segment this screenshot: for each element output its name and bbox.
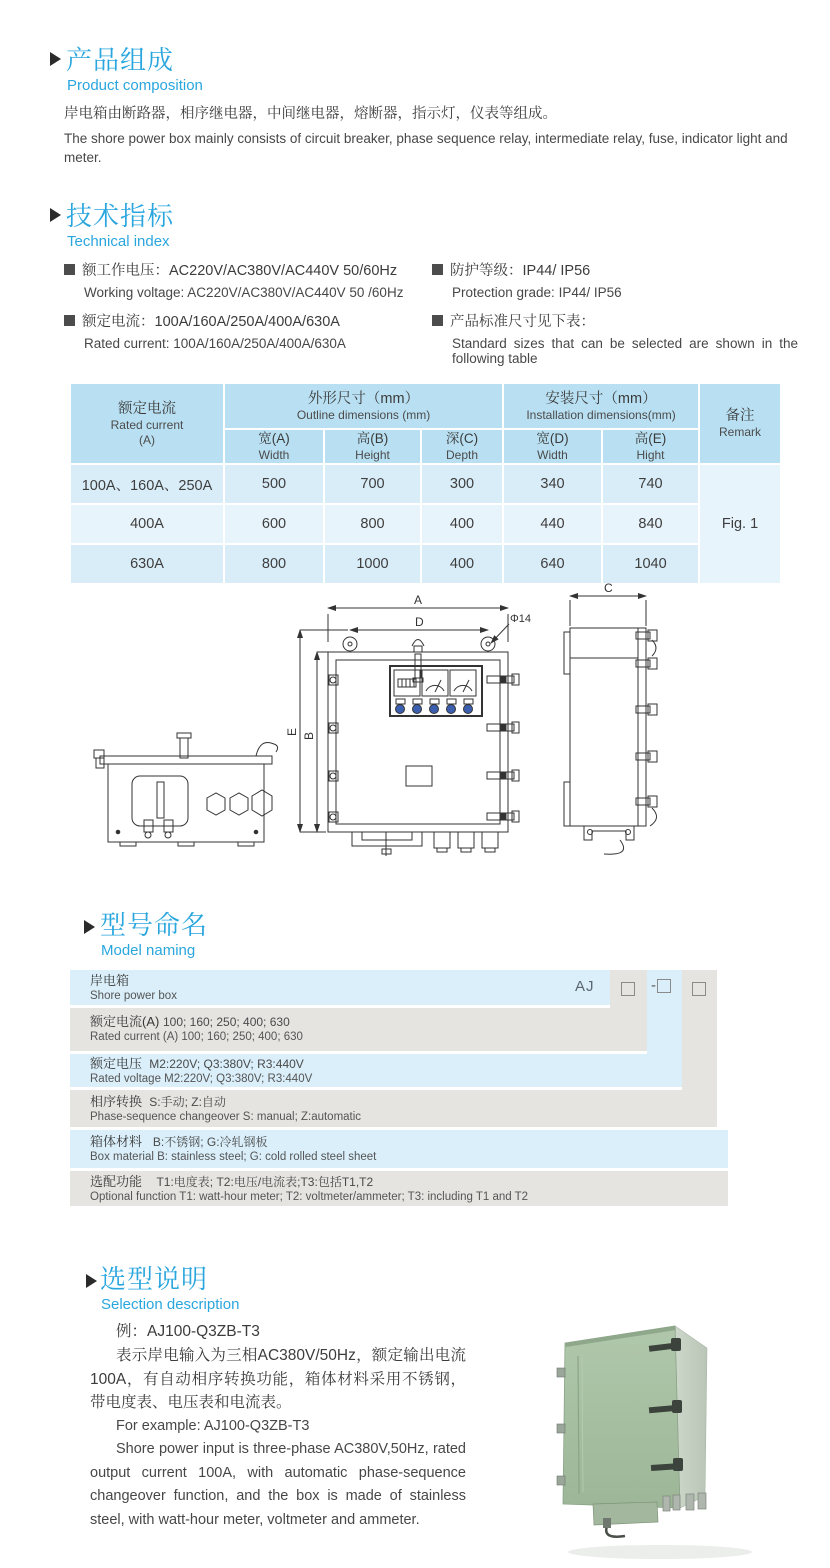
spec-standard-sizes-cn: 产品标准尺寸见下表： (432, 310, 595, 331)
dimension-table (69, 382, 782, 585)
section-bullet-icon (50, 52, 61, 66)
ladder-row-rated-voltage: 额定电压 M2:220V; Q3:380V; R3:440V Rated voltage M2:220V; Q3:380V; R3:440V (70, 1054, 682, 1087)
cell-current: 630A (71, 545, 223, 583)
table-row (71, 545, 780, 583)
dim-label-phi: Φ14 (510, 613, 532, 625)
cell-width: 600 (225, 505, 323, 543)
code-box-icon (692, 980, 706, 998)
cell-height: 800 (325, 505, 420, 543)
table-row (71, 465, 780, 503)
dim-label-e: E (285, 727, 299, 736)
cell-install-width: 440 (504, 505, 601, 543)
table-subheader-width-d: 宽(D) Width (504, 430, 601, 463)
section-bullet-icon (86, 1274, 97, 1288)
photo-shadow (568, 1545, 752, 1559)
table-subheader-height-b: 高(B) Height (325, 430, 420, 463)
ladder-row-optional-function: 选配功能 T1:电度表; T2:电压/电流表;T3:包括T1,T2 Optional function T1: watt-hour meter; T2: voltmeter/ammeter; T3: including T1 and T2 (70, 1171, 728, 1206)
cell-current: 100A、160A、250A (71, 465, 223, 503)
ladder-row-shore-power-box: 岸电箱 Shore power box (70, 970, 610, 1005)
spec-rated-current-cn: 额定电流：100A/160A/250A/400A/630A (64, 310, 340, 331)
table-header-remark: 备注 Remark (700, 384, 780, 463)
cell-height: 700 (325, 465, 420, 503)
cell-install-width: 340 (504, 465, 601, 503)
selection-desc-en: Shore power input is three-phase AC380V,50Hz, rated output current 100A, with automatic phase-sequence changeover function, and the box is made of stainless steel, with watt-hour meter, voltmeter and ammeter. (90, 1441, 466, 1528)
code-box-icon (621, 980, 635, 998)
technical-drawing (60, 580, 830, 896)
spec-rated-current-en: Rated current: 100A/160A/250A/400A/630A (84, 336, 346, 351)
cell-depth: 400 (422, 545, 502, 583)
ladder-row-rated-current: 额定电流(A) 100; 160; 250; 400; 630 Rated current (A) 100; 160; 250; 400; 630 (70, 1008, 647, 1051)
dim-label-c: C (604, 581, 613, 595)
cell-remark-fig: Fig. 1 (700, 465, 780, 583)
table-subheader-depth-c: 深(C) Depth (422, 430, 502, 463)
bottom-channel (593, 1502, 658, 1525)
table-row (71, 505, 780, 543)
table-header-outline-dimensions: 外形尺寸（mm） Outline dimensions (mm) (225, 384, 502, 428)
cabinet-side-face (675, 1326, 707, 1508)
section-bullet-icon (84, 920, 95, 934)
model-naming-ladder (70, 970, 760, 1206)
meter-panel-drawing (390, 666, 482, 716)
section-title-technical-index: 技术指标 (66, 201, 175, 231)
cell-install-width: 640 (504, 545, 601, 583)
spec-protection-grade-en: Protection grade: IP44/ IP56 (452, 285, 622, 300)
ladder-row-box-material: 箱体材料 B:不锈钢; G:冷轧钢板 Box material B: stainless steel; G: cold rolled steel sheet (70, 1130, 728, 1168)
table-header-rated-current: 额定电流 Rated current (A) (71, 384, 223, 463)
square-bullet-icon (64, 315, 75, 326)
top-view-drawing (94, 733, 278, 846)
cabinet-front-face (563, 1326, 680, 1508)
table-subheader-hight-e: 高(E) Hight (603, 430, 698, 463)
section-bullet-icon (50, 208, 61, 222)
square-bullet-icon (432, 315, 443, 326)
selection-example-cn: 例：AJ100-Q3ZB-T3 (116, 1323, 260, 1340)
cell-install-hight: 1040 (603, 545, 698, 583)
table-subheader-width-a: 宽(A) Width (225, 430, 323, 463)
dim-label-a: A (414, 593, 423, 607)
table-header-install-dimensions: 安装尺寸（mm） Installation dimensions(mm) (504, 384, 698, 428)
selection-example-en: For example: AJ100-Q3ZB-T3 (116, 1418, 310, 1434)
product-composition-text-cn: 岸电箱由断路器，相序继电器，中间继电器，熔断器，指示灯，仪表等组成。 (64, 106, 557, 122)
square-bullet-icon (432, 264, 443, 275)
model-code-prefix: AJ (575, 978, 595, 995)
section-title-selection: 选型说明 (100, 1264, 209, 1294)
section-subtitle-selection: Selection description (101, 1296, 240, 1313)
indicator-lights (396, 699, 474, 714)
cell-install-hight: 840 (603, 505, 698, 543)
cell-width: 800 (225, 545, 323, 583)
dim-label-d: D (415, 615, 424, 629)
spec-working-voltage-en: Working voltage: AC220V/AC380V/AC440V 50 /60Hz (84, 285, 404, 300)
dim-label-b: B (302, 731, 316, 740)
cell-height: 1000 (325, 545, 420, 583)
cell-depth: 300 (422, 465, 502, 503)
square-bullet-icon (64, 264, 75, 275)
side-view-drawing (564, 596, 657, 854)
section-subtitle-model-naming: Model naming (101, 942, 196, 959)
section-title-model-naming: 型号命名 (100, 910, 209, 940)
spec-working-voltage-cn: 额工作电压：AC220V/AC380V/AC440V 50/60Hz (64, 259, 397, 280)
product-photo (545, 1296, 805, 1564)
code-box-icon (657, 979, 671, 993)
section-subtitle-product-composition: Product composition (67, 77, 203, 94)
section-title-product-composition: 产品组成 (66, 45, 175, 75)
product-composition-text-en: The shore power box mainly consists of circuit breaker, phase sequence relay, intermediate relay, fuse, indicator light and meter. (64, 131, 788, 165)
cell-current: 400A (71, 505, 223, 543)
cell-depth: 400 (422, 505, 502, 543)
front-view-drawing (300, 608, 519, 856)
selection-desc-cn: 表示岸电输入为三相AC380V/50Hz，额定输出电流100A，有自动相序转换功能，箱体材料采用不锈钢，带电度表、电压表和电流表。 (90, 1347, 466, 1411)
cell-width: 500 (225, 465, 323, 503)
spec-protection-grade-cn: 防护等级：IP44/ IP56 (432, 259, 590, 280)
ladder-row-phase-sequence: 相序转换 S:手动; Z:自动 Phase-sequence changeover S: manual; Z:automatic (70, 1090, 717, 1127)
cell-install-hight: 740 (603, 465, 698, 503)
section-subtitle-technical-index: Technical index (67, 233, 170, 250)
code-dash-box: - (651, 977, 671, 995)
bottom-bolt (603, 1518, 611, 1528)
spec-standard-sizes-en: Standard sizes that can be selected are shown in the following table (452, 336, 798, 366)
